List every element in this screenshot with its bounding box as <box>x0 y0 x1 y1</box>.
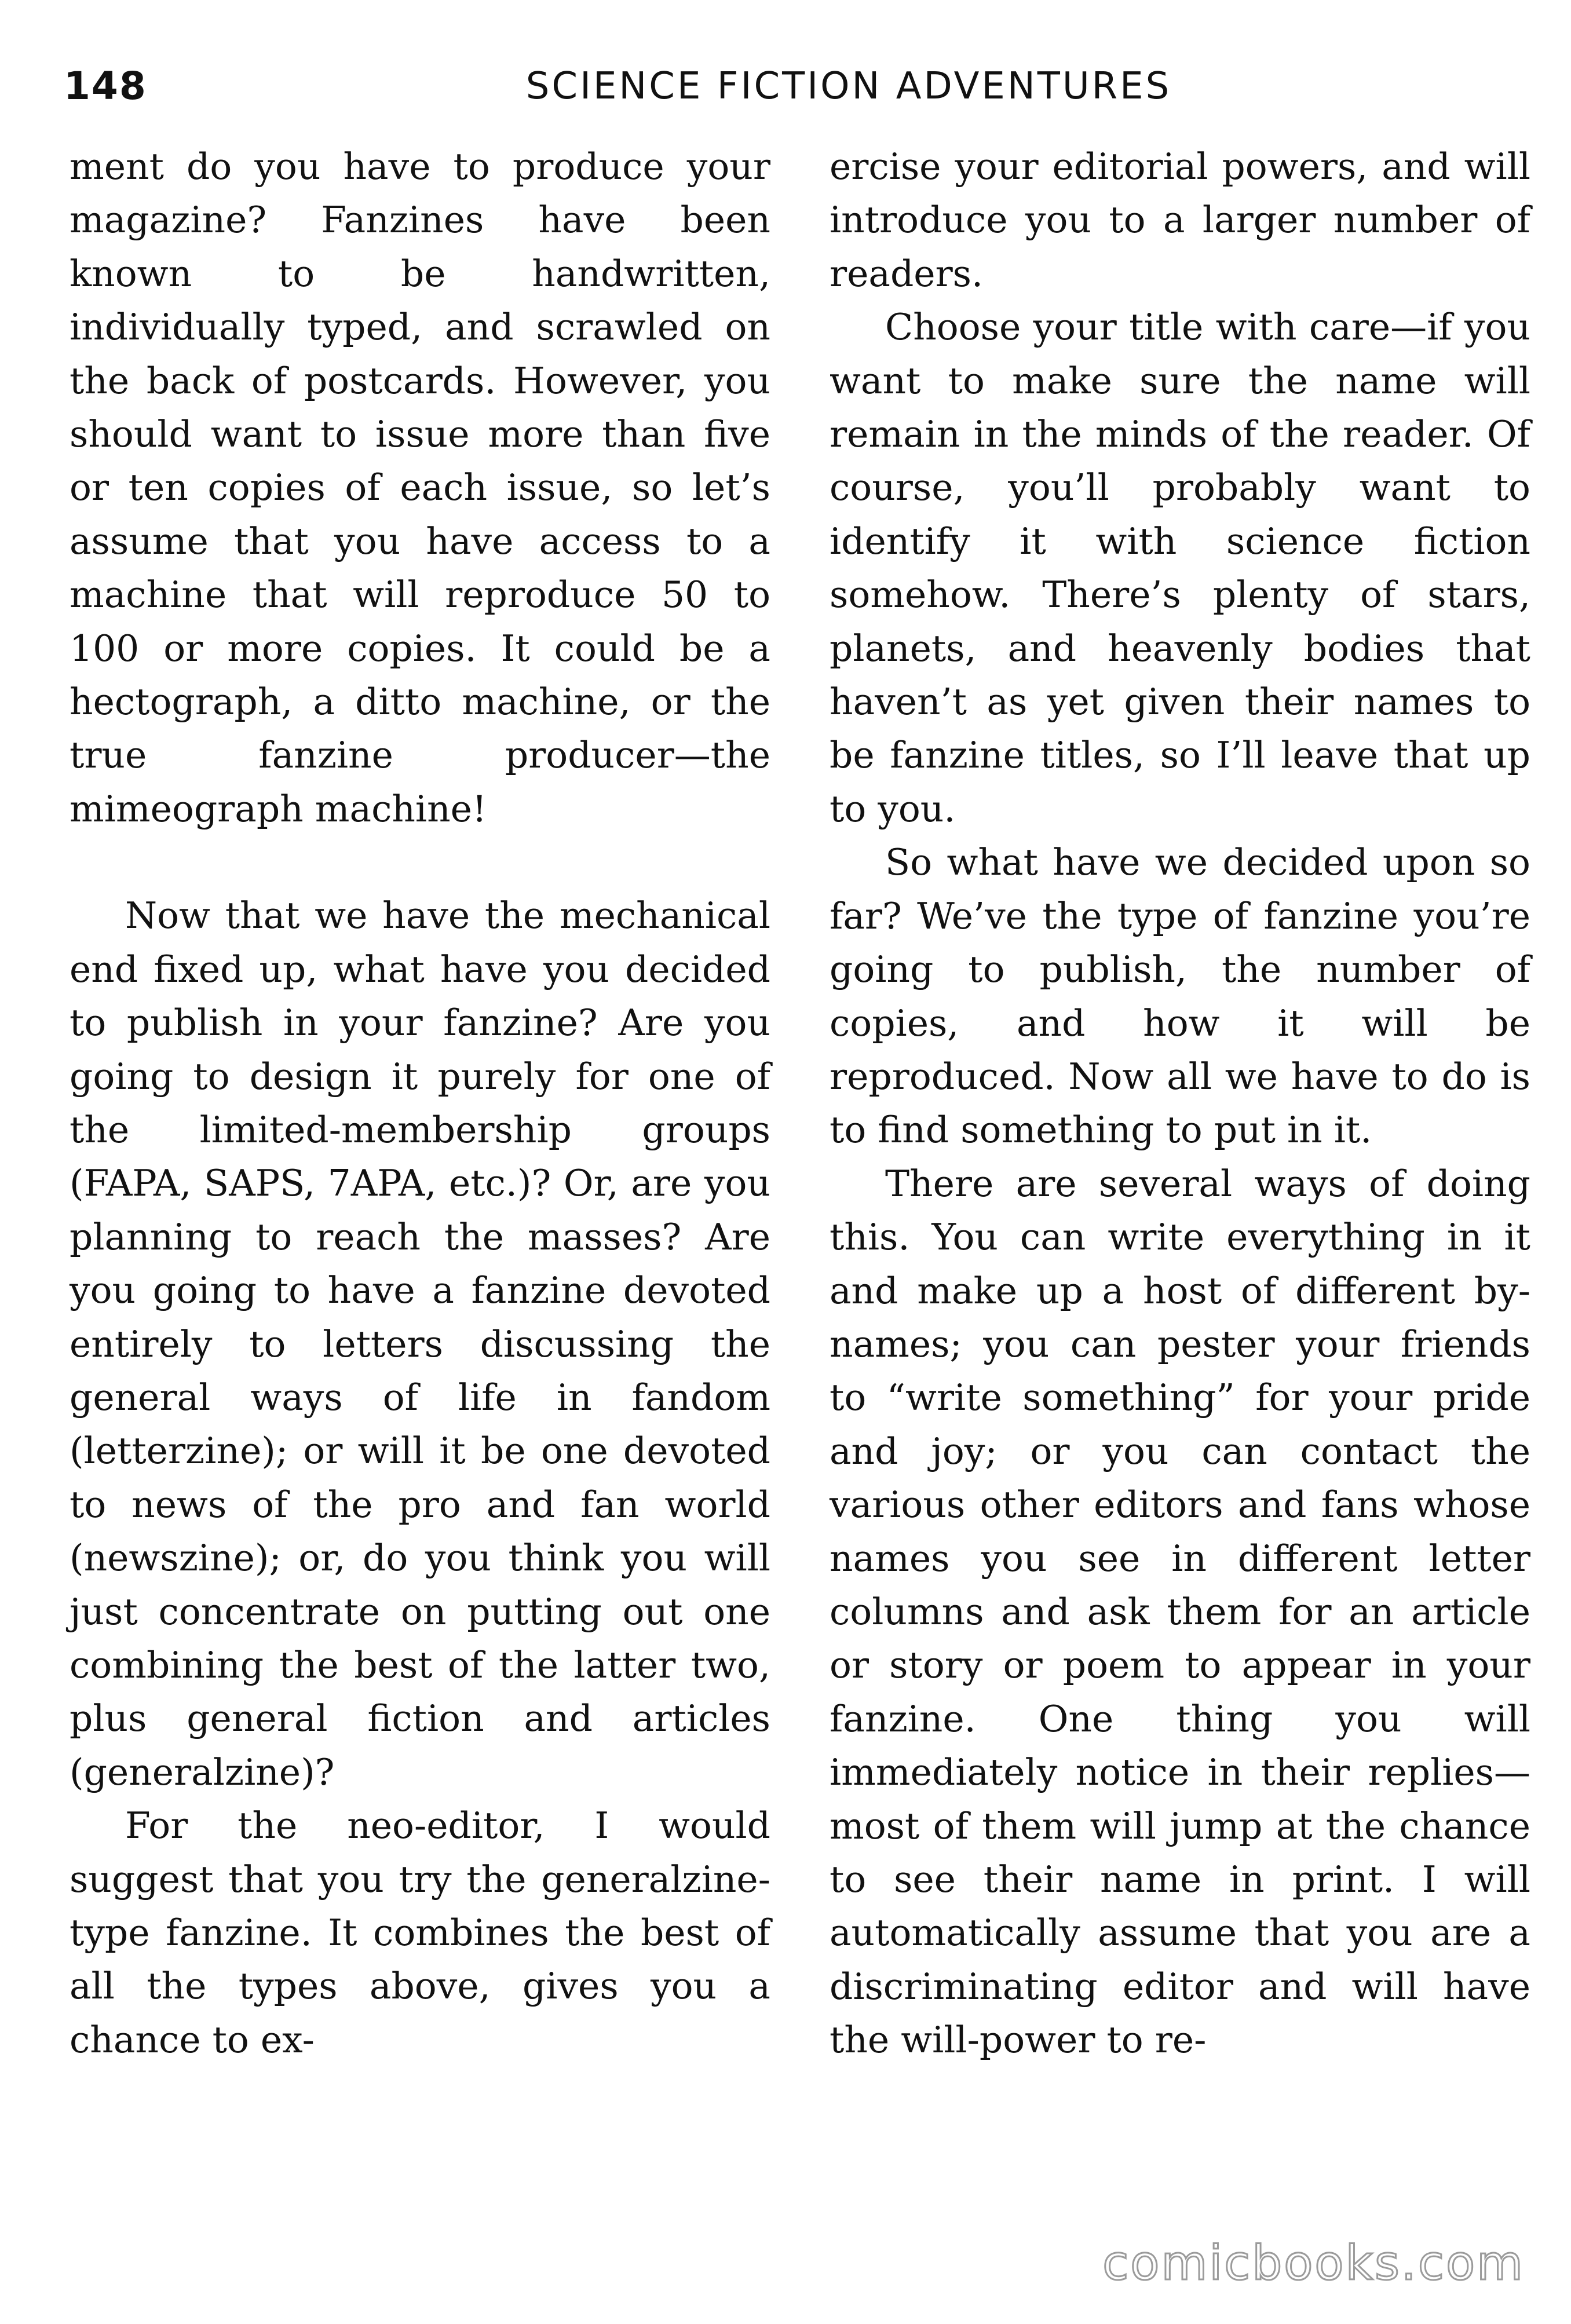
running-title: SCIENCE FICTION ADVENTURES <box>525 65 1172 108</box>
left-column <box>70 140 770 2067</box>
left-paragraph-2: Now that we have the mechanical end fixed up, what have you decided to publish in your fanzine? Are you going to design it purely for one of the limited-membership groups (FAPA, SAPS, 7APA, etc.)? Or, are you planning to reach the masses? Are you going to have a fanzine devoted entirely to letters discussing the general ways of life in fandom (letterzine); or will it be one devoted to news of the pro and fan world (newszine); or, do you think you will just concentrate on putting out one combining the best of the latter two, plus general fiction and articles (generalzine)? <box>70 894 770 1793</box>
right-paragraph-2: Choose your title with care—if you want to make sure the name will remain in the minds of the reader. Of course, you’ll probably want to identify it with science fiction somehow. There’s plenty of stars, planets, and heavenly bodies that haven’t as yet given their names to be fanzine titles, so I’ll leave that up to you. <box>830 306 1530 830</box>
watermark-logo: comicbooks.com <box>1102 2236 1525 2291</box>
left-paragraph-3: For the neo-editor, I would suggest that you try the generalzine-type fanzine. It combines the best of all the types above, gives you a chance to ex- <box>70 1804 770 2061</box>
left-paragraph-1: ment do you have to produce your magazine? Fanzines have been known to be handwritten, individually typed, and scrawled on the back of postcards. However, you should want to issue more than five or ten copies of each issue, so let’s assume that you have access to a machine that will reproduce 50 to 100 or more copies. It could be a hectograph, a ditto machine, or the true fanzine producer—the mimeograph machine! <box>70 145 770 830</box>
right-paragraph-1: ercise your editorial powers, and will introduce you to a larger number of readers. <box>830 145 1530 295</box>
page-number: 148 <box>64 64 147 108</box>
right-column <box>830 140 1530 2067</box>
right-paragraph-3: So what have we decided upon so far? We’ve the type of fanzine you’re going to publish, the number of copies, and how it will be reproduced. Now all we have to do is to find something to put in it. <box>830 841 1530 1152</box>
page-header <box>64 60 1523 112</box>
right-paragraph-4: There are several ways of doing this. You can write everything in it and make up a host of different by-names; you can pester your friends to “write something” for your pride and joy; or you can contact the various other editors and fans whose names you see in different letter columns and ask them for an article or story or poem to appear in your fanzine. One thing you will immediately notice in their replies—most of them will jump at the chance to see their name in print. I will automatically assume that you are a discriminating editor and will have the will-power to re- <box>830 1162 1530 2062</box>
